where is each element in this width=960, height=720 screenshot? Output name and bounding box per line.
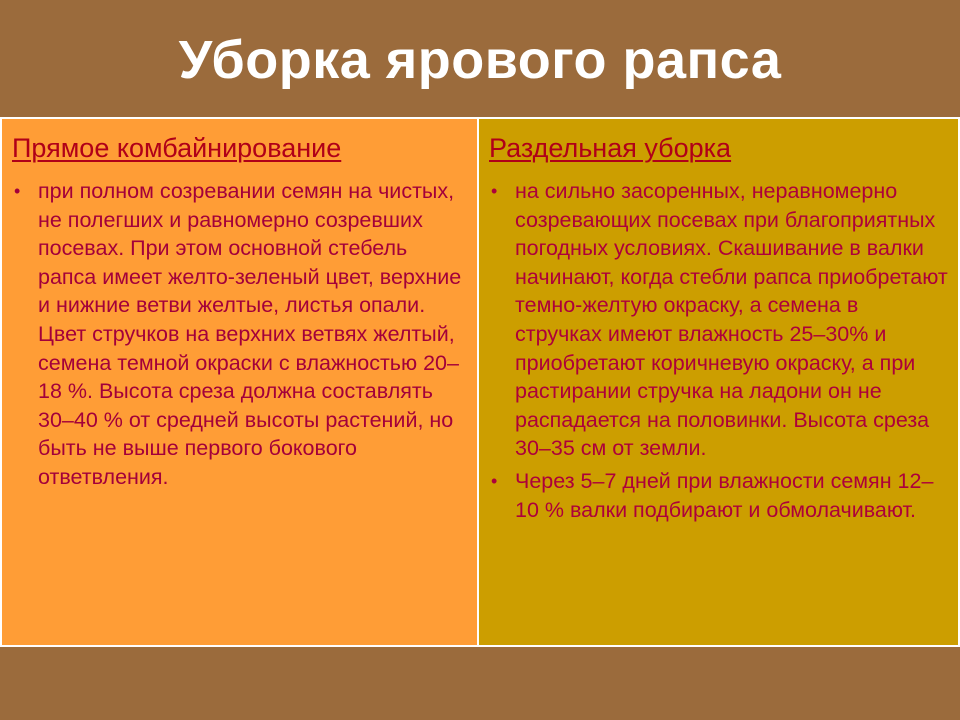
left-column: [0, 119, 477, 645]
left-bullet-text: при полном созревании семян на чистых, не полегших и равномерно созревших посевах. При этом основной стебель рапса имеет желто-зеленый цвет, верхние и нижние ветви желтые, листья опали. Цвет стручков на верхних ветвях желтый, семена темной окраски с влажностью 20–18 %. Высота среза должна составлять 30–40 % от средней высоты растений, но быть не выше первого бокового ответвления.: [38, 179, 462, 489]
slide-title: Уборка ярового рапса: [178, 30, 782, 90]
bullet-icon: •: [491, 470, 498, 491]
right-column-header: Раздельная уборка: [489, 133, 732, 163]
right-bullet-text: Через 5–7 дней при влажности семян 12–10 % валки подбирают и обмолачивают.: [515, 468, 934, 522]
left-bullet-list: [12, 177, 469, 492]
right-bullet-list: [489, 177, 950, 524]
right-bullet-item: [489, 177, 950, 463]
bullet-icon: •: [491, 181, 498, 201]
bullet-icon: •: [14, 181, 21, 201]
comparison-table: [0, 117, 960, 647]
right-column: [477, 119, 960, 645]
right-bullet-text: на сильно засоренных, неравномерно созревающих посевах при благоприятных погодных условиях. Скашивание в валки начинают, когда стебли рапса приобретают темно-желтую окраску, а семена в стручках имеют влажность 25–30% и приобретают коричневую окраску, а при растирании стручка на ладони он не распадается на половинки. Высота среза 30–35 см от земли.: [515, 179, 948, 461]
left-bullet-item: [12, 177, 469, 492]
right-bullet-item: [489, 467, 950, 524]
left-column-header: Прямое комбайнирование: [12, 133, 342, 163]
